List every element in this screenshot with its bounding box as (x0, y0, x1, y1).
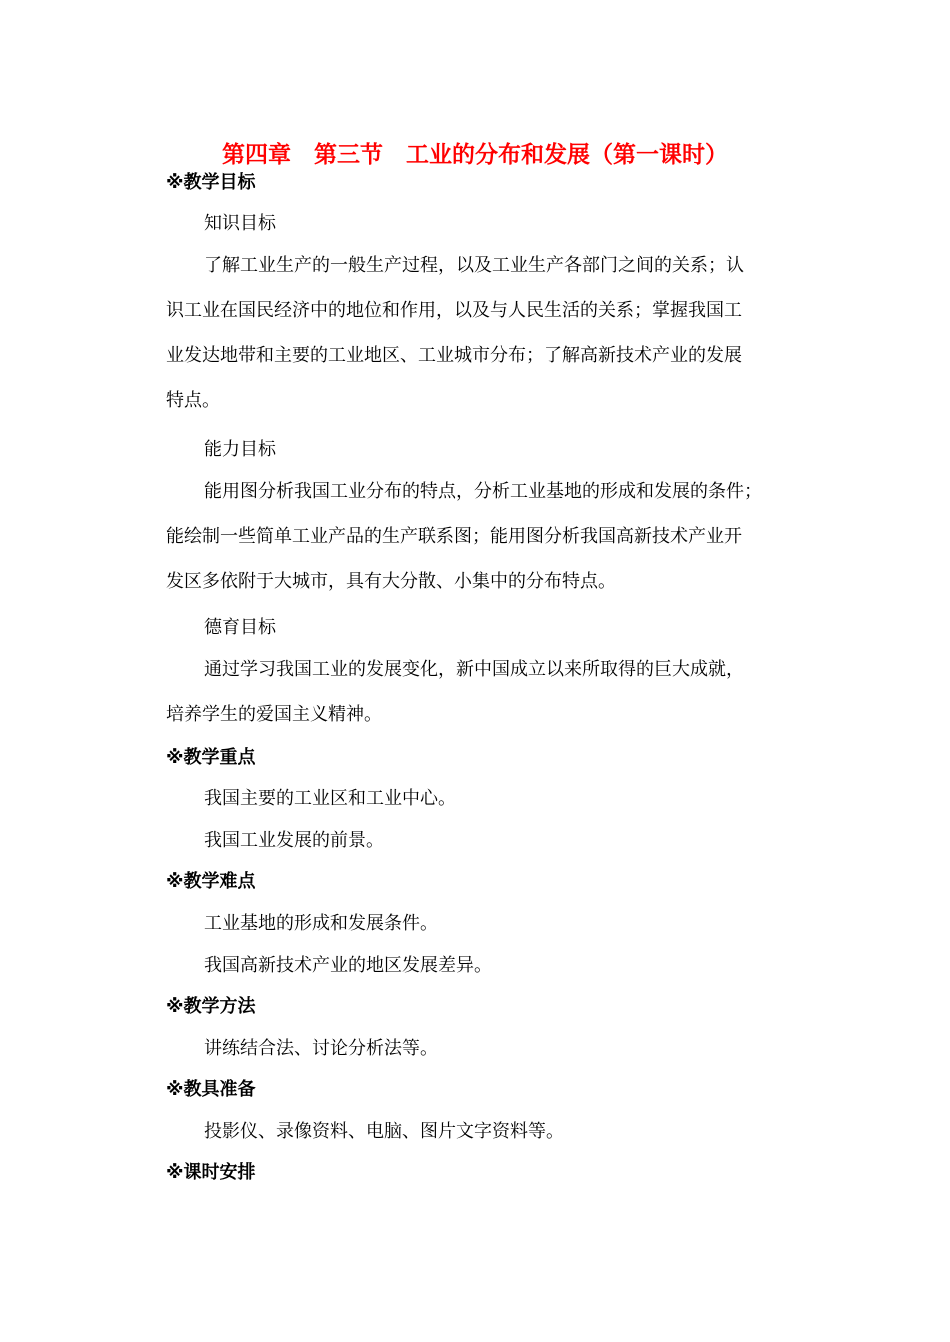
difficulty-item: 工业基地的形成和发展条件。 (204, 913, 438, 934)
section-heading-goals: ※教学目标 (166, 172, 256, 193)
paragraph-line: 发区多依附于大城市，具有大分散、小集中的分布特点。 (166, 571, 616, 592)
section-heading-schedule: ※课时安排 (166, 1162, 256, 1183)
paragraph-line: 培养学生的爱国主义精神。 (166, 704, 382, 725)
paragraph-line: 能绘制一些简单工业产品的生产联系图；能用图分析我国高新技术产业开 (166, 526, 742, 547)
ability-goal-label: 能力目标 (204, 439, 276, 460)
difficulty-item: 我国高新技术产业的地区发展差异。 (204, 955, 492, 976)
ability-goal-paragraph (166, 469, 796, 604)
paragraph-line: 特点。 (166, 390, 220, 411)
paragraph-line: 识工业在国民经济中的地位和作用，以及与人民生活的关系；掌握我国工 (166, 300, 742, 321)
moral-goal-label: 德育目标 (204, 617, 276, 638)
key-point-item: 我国主要的工业区和工业中心。 (204, 788, 456, 809)
section-heading-tools: ※教具准备 (166, 1079, 256, 1100)
key-point-item: 我国工业发展的前景。 (204, 830, 384, 851)
moral-goal-paragraph (166, 647, 796, 737)
knowledge-goal-paragraph (166, 243, 796, 423)
section-heading-key-points: ※教学重点 (166, 747, 256, 768)
paragraph-line: 通过学习我国工业的发展变化，新中国成立以来所取得的巨大成就， (204, 659, 744, 680)
paragraph-line: 业发达地带和主要的工业地区、工业城市分布；了解高新技术产业的发展 (166, 345, 742, 366)
knowledge-goal-label: 知识目标 (204, 213, 276, 234)
method-item: 讲练结合法、讨论分析法等。 (204, 1038, 438, 1059)
document-title: 第四章 第三节 工业的分布和发展（第一课时） (222, 142, 728, 168)
tool-item: 投影仪、录像资料、电脑、图片文字资料等。 (204, 1121, 564, 1142)
section-heading-difficulties: ※教学难点 (166, 871, 256, 892)
paragraph-line: 了解工业生产的一般生产过程，以及工业生产各部门之间的关系；认 (204, 255, 744, 276)
section-heading-methods: ※教学方法 (166, 996, 256, 1017)
paragraph-line: 能用图分析我国工业分布的特点，分析工业基地的形成和发展的条件； (204, 481, 762, 502)
